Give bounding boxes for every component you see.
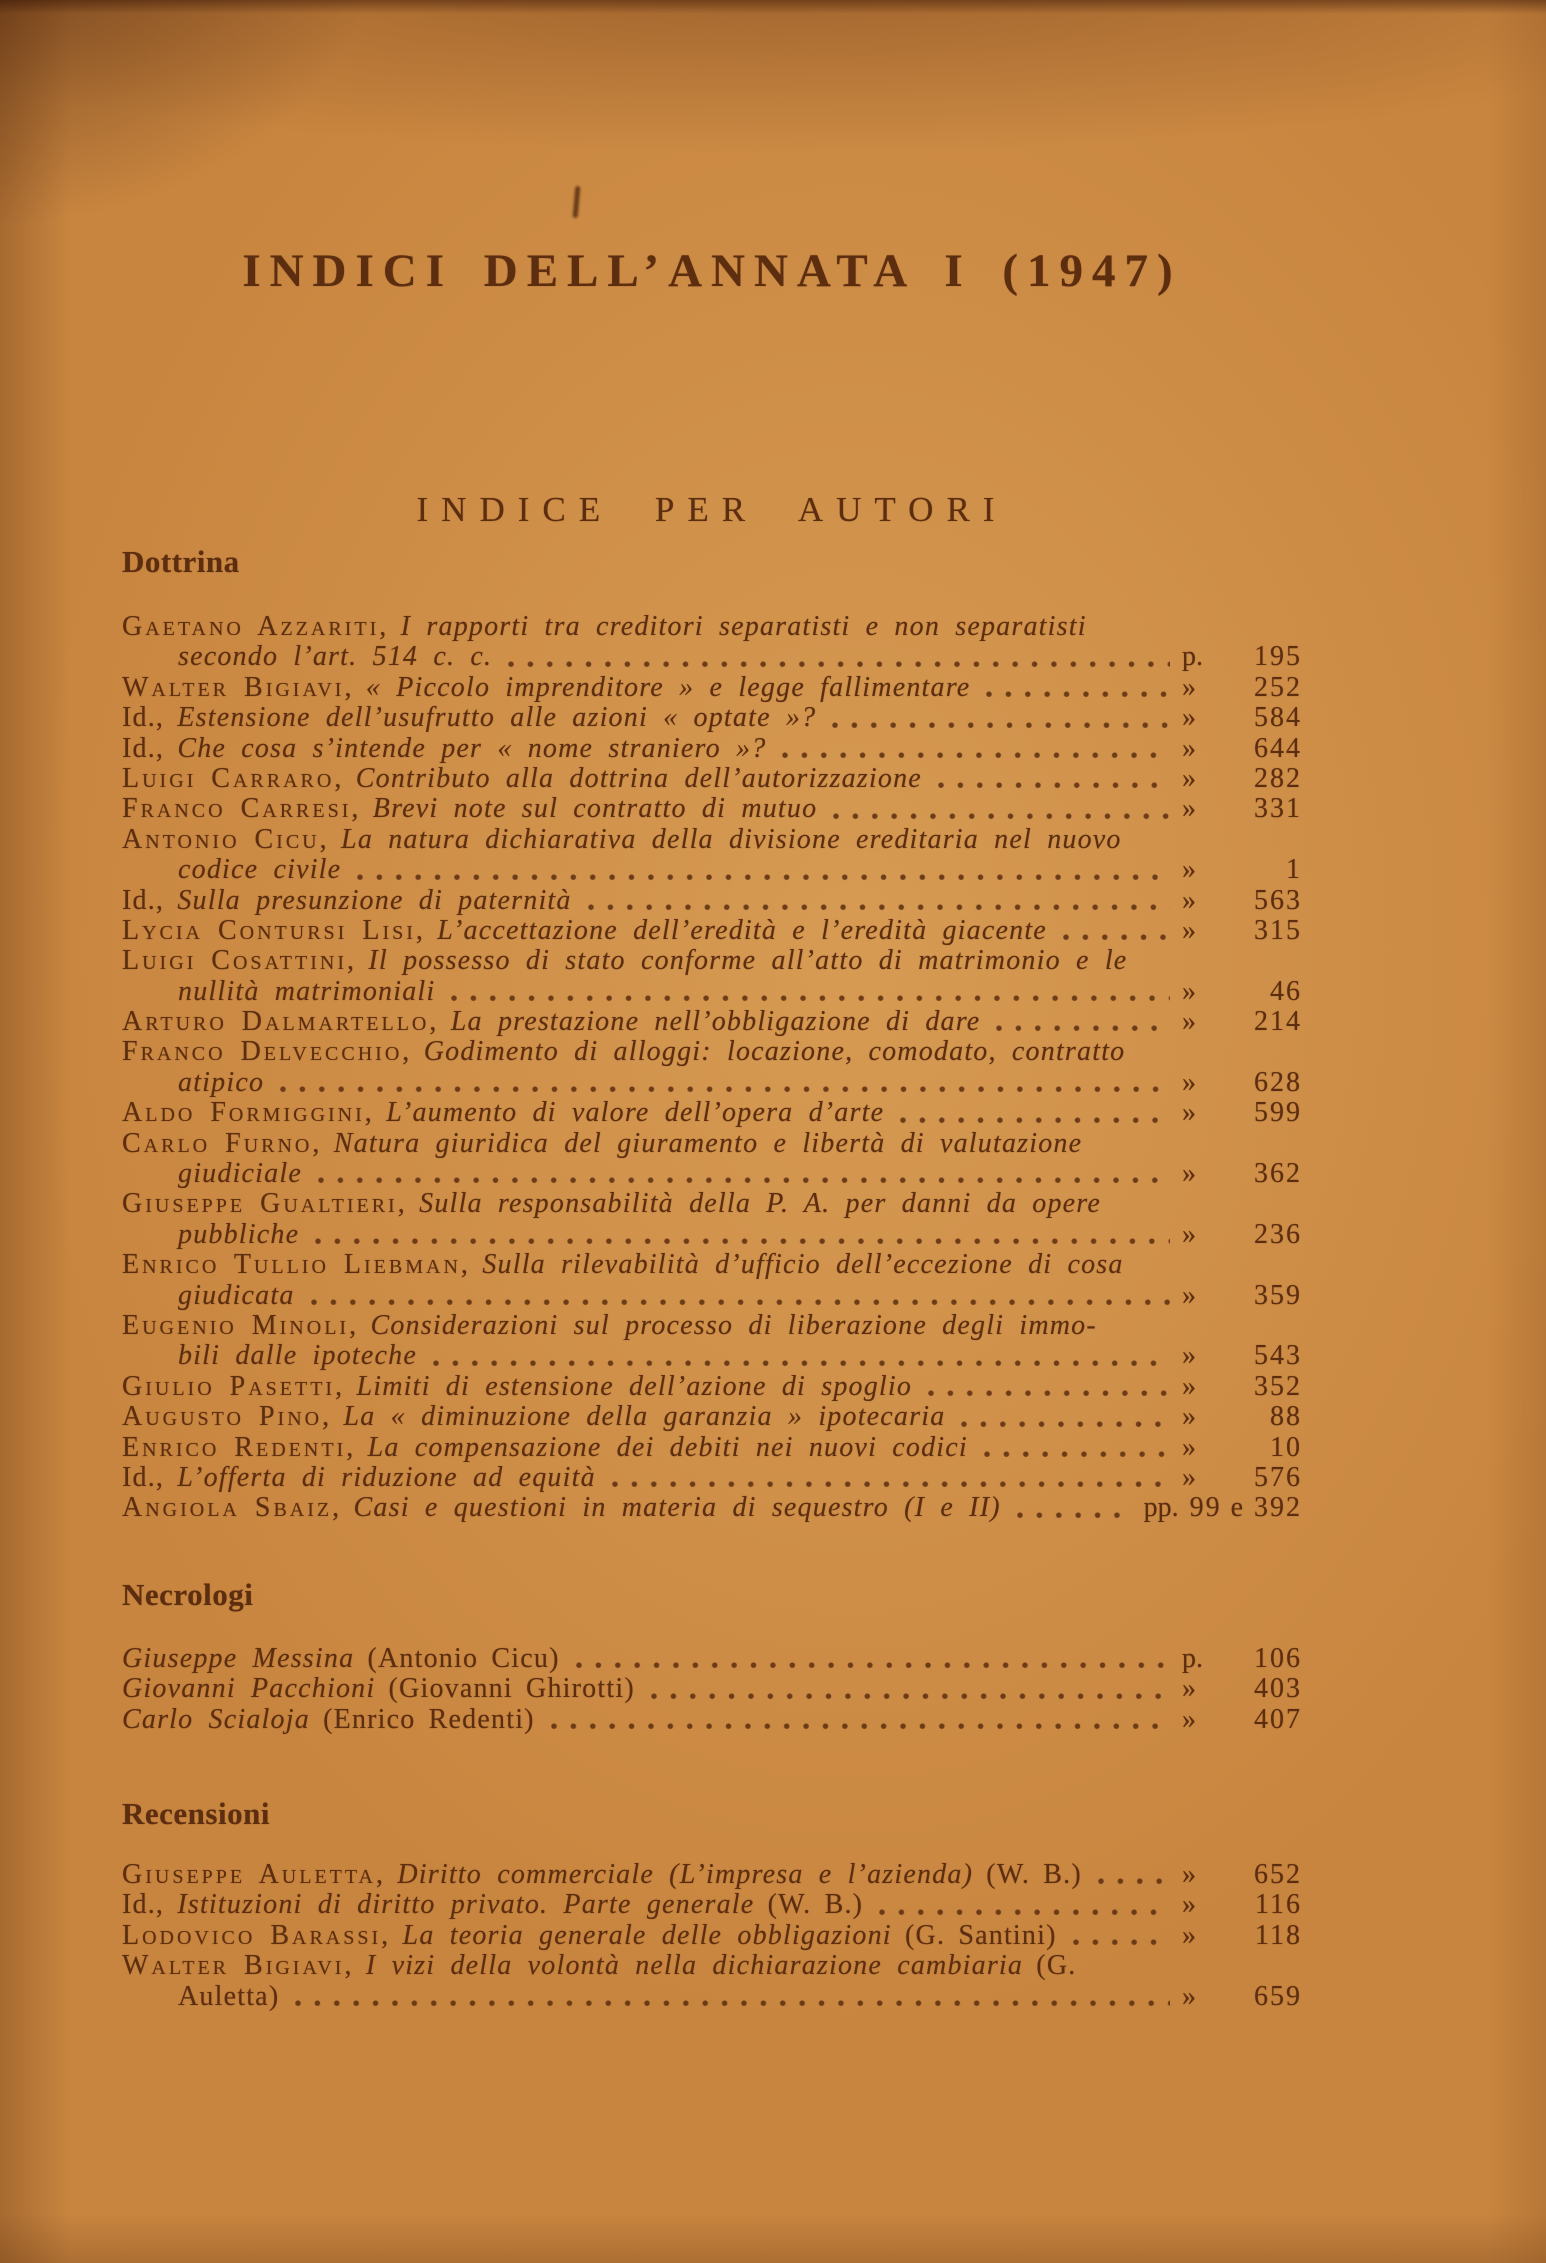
entry-segment-sc: Franco Delvecchio: [122, 1037, 403, 1068]
entry-text: [122, 1372, 912, 1402]
dots-leader: [311, 1281, 1170, 1311]
entry-segment-sc: Carlo Furno: [122, 1128, 313, 1159]
entry-segment-rm: ,: [322, 1402, 344, 1433]
entry-segment-it: Giovanni Pacchioni: [122, 1674, 376, 1705]
page-cell: [1182, 642, 1302, 672]
entry-line: [122, 1921, 1302, 1951]
entry-line: [122, 1098, 1302, 1128]
page-marker: »: [1182, 703, 1196, 734]
entry-segment-it: Diritto commerciale (L’impresa e l’azienda): [397, 1860, 974, 1890]
entry-segment-rm: (Giovanni Ghirotti): [375, 1674, 635, 1705]
page-number: 659: [1254, 1981, 1302, 2012]
entry-text: [122, 1341, 417, 1371]
page-number: 563: [1254, 885, 1302, 916]
entry-text: [122, 1068, 264, 1098]
entry-segment-sc: Enrico Redenti: [122, 1432, 347, 1463]
entry-line: [122, 1644, 1302, 1674]
entry-line: [122, 764, 1302, 794]
page-marker: »: [1182, 1098, 1196, 1129]
entry-line: [122, 1220, 1302, 1250]
page-number: 576: [1254, 1462, 1302, 1493]
section-necrologi: [122, 1577, 1302, 1735]
entry-segment-it: Giuseppe Messina: [122, 1644, 355, 1674]
entry-segment-it: Sulla rilevabilità d’ufficio dell’eccezione di cosa: [482, 1250, 1124, 1281]
page-number: 116: [1255, 1890, 1302, 1921]
dots-leader: [612, 1463, 1170, 1493]
entry-segment-sc: Gaetano Azzariti: [122, 612, 380, 642]
dots-leader: [280, 1068, 1170, 1098]
page-number: 644: [1254, 733, 1302, 764]
dots-leader: [551, 1705, 1170, 1735]
entry-segment-sc: Arturo Dalmartello: [122, 1007, 430, 1038]
entry-line: [122, 1951, 1302, 1981]
entry-segment-it: Che cosa s’intende per « nome straniero »?: [177, 733, 767, 764]
section-entries: [122, 1644, 1302, 1735]
entry-segment-sc: Walter Bigiavi: [122, 672, 345, 703]
entry-segment-rm: (W. B.): [973, 1860, 1082, 1890]
entry-segment-it: L’offerta di riduzione ad equità: [177, 1462, 596, 1493]
entry-line: [122, 916, 1302, 946]
entry-segment-it: secondo l’art. 514 c. c.: [178, 642, 493, 673]
entry-segment-rm: (G.: [1023, 1951, 1077, 1982]
entry-segment-it: Contributo alla dottrina dell’autorizzazione: [355, 763, 922, 794]
entry-segment-sc: Antonio Cicu: [122, 824, 320, 855]
dots-leader: [433, 1341, 1170, 1371]
section-dottrina: [122, 544, 1302, 1524]
entry-line: [122, 1007, 1302, 1037]
entry-text: [122, 1189, 1101, 1219]
dots-leader: [588, 886, 1170, 916]
entry-segment-sc: Lycia Contursi Lisi: [122, 915, 416, 946]
entry-segment-sc: Giulio Pasetti: [122, 1371, 336, 1402]
entry-segment-it: nullità matrimoniali: [178, 976, 436, 1007]
page-marker: »: [1182, 1159, 1196, 1190]
page-number: 403: [1254, 1674, 1302, 1705]
entry-text: [122, 1982, 279, 2012]
entry-segment-rm: ,: [402, 1037, 424, 1068]
entry-text: [122, 946, 1127, 976]
entry-segment-it: I vizi della volontà nella dichiarazione cambiaria: [365, 1951, 1024, 1982]
page-title: INDICI DELL’ANNATA I (1947): [242, 245, 1182, 297]
page-cell: [1182, 886, 1302, 916]
entry-segment-it: I rapporti tra creditori separatisti e non separatisti: [400, 612, 1087, 642]
section-recensioni: [122, 1796, 1302, 2012]
entry-line: [122, 1674, 1302, 1704]
entry-segment-it: Sulla responsabilità della P. A. per danni da opere: [419, 1189, 1101, 1220]
entry-line: [122, 1493, 1302, 1523]
entry-segment-sc: Walter Bigiavi: [122, 1951, 345, 1982]
entry-text: [122, 1644, 560, 1674]
dots-leader: [928, 1372, 1170, 1402]
entry-text: [122, 916, 1047, 946]
entry-segment-it: Godimento di alloggi: locazione, comodato, contratto: [423, 1037, 1126, 1068]
dots-leader: [1098, 1860, 1170, 1890]
page-number: 1: [1286, 855, 1302, 886]
entry-segment-rm: (Enrico Redenti): [309, 1704, 535, 1735]
entry-text: [122, 855, 341, 885]
entry-segment-rm: ,: [379, 612, 401, 642]
page-number: 599: [1254, 1098, 1302, 1129]
entry-segment-rm: ,: [335, 1371, 357, 1402]
entry-line: [122, 1433, 1302, 1463]
entry-segment-it: giudiciale: [178, 1159, 302, 1190]
page-marker: p.: [1182, 1644, 1203, 1674]
entry-text: [122, 977, 435, 1007]
entry-segment-rm: ,: [344, 1951, 366, 1982]
ink-mark-artifact: [573, 186, 581, 218]
entry-segment-rm: (Antonio Cicu): [354, 1644, 560, 1674]
dots-leader: [879, 1890, 1170, 1920]
entry-segment-rm: ,: [415, 915, 438, 946]
entry-text: [122, 673, 970, 703]
entry-segment-rm: ,: [429, 1007, 451, 1038]
entry-text: [122, 612, 1087, 642]
entry-line: [122, 794, 1302, 824]
entry-segment-it: L’accettazione dell’eredità e l’eredità giacente: [437, 915, 1047, 946]
entry-line: [122, 946, 1302, 976]
entry-segment-it: La « diminuzione della garanzia » ipotecaria: [343, 1402, 946, 1433]
page-marker: »: [1182, 1219, 1196, 1250]
entry-segment-sc: Enrico Tullio Liebman: [122, 1250, 461, 1281]
dots-leader: [315, 1220, 1170, 1250]
entry-segment-sc: Luigi Cosattini: [122, 946, 347, 977]
entry-text: [122, 1493, 1001, 1523]
dots-leader: [1073, 1921, 1170, 1951]
entry-line: [122, 1037, 1302, 1067]
entry-line: [122, 1402, 1302, 1432]
dots-leader: [1063, 916, 1170, 946]
dots-leader: [832, 703, 1170, 733]
dots-leader: [900, 1098, 1170, 1128]
page-marker: »: [1182, 1432, 1196, 1463]
page-marker: »: [1182, 1860, 1196, 1890]
entry-segment-rm: ,: [351, 794, 373, 825]
entry-text: [122, 1890, 863, 1920]
entry-line: [122, 1341, 1302, 1371]
page-cell: [1182, 1402, 1302, 1432]
entry-line: [122, 1250, 1302, 1280]
page-number: 652: [1254, 1860, 1302, 1890]
entry-text: [122, 825, 1122, 855]
page-number: 118: [1255, 1920, 1302, 1951]
dots-leader: [986, 673, 1170, 703]
page-marker: »: [1182, 1674, 1196, 1705]
entry-text: [122, 1129, 1082, 1159]
entry-text: [122, 1311, 1097, 1341]
page-number: 252: [1254, 672, 1302, 703]
page-cell: [1182, 794, 1302, 824]
entry-segment-rm: ,: [346, 946, 369, 977]
page-marker: »: [1182, 763, 1196, 794]
page-marker: »: [1182, 1371, 1196, 1402]
entry-segment-rm: ,: [312, 1128, 334, 1159]
entry-segment-rm: Auletta): [178, 1981, 280, 2012]
entry-segment-it: Limiti di estensione dell’azione di spoglio: [356, 1371, 913, 1402]
page-cell: [1182, 1341, 1302, 1371]
entry-segment-sc: Giuseppe Auletta: [122, 1860, 376, 1890]
entry-text: [122, 886, 572, 916]
entry-line: [122, 1159, 1302, 1189]
entry-line: [122, 886, 1302, 916]
entry-segment-rm: ,: [460, 1250, 483, 1281]
page-marker: »: [1182, 1280, 1196, 1311]
dots-leader: [938, 764, 1170, 794]
dots-leader: [984, 1433, 1170, 1463]
page-cell: [1182, 1705, 1302, 1735]
entry-segment-it: Natura giuridica del giuramento e libertà di valutazione: [333, 1128, 1083, 1159]
page-cell: [1182, 673, 1302, 703]
entry-segment-rm: ,: [332, 1493, 354, 1524]
entry-text: [122, 1921, 1057, 1951]
dots-leader: [782, 734, 1170, 764]
entry-text: [122, 1951, 1076, 1981]
page-number: 407: [1254, 1704, 1302, 1735]
entry-segment-rm: ,: [344, 672, 366, 703]
page-cell: [1182, 764, 1302, 794]
entry-segment-it: pubbliche: [178, 1219, 300, 1250]
entry-segment-rm: Id.,: [122, 703, 178, 734]
entry-text: [122, 1463, 596, 1493]
page-number: 236: [1254, 1219, 1302, 1250]
entry-text: [122, 1402, 945, 1432]
page-marker: »: [1182, 976, 1196, 1007]
page-cell: [1182, 1007, 1302, 1037]
entry-segment-it: L’aumento di valore dell’opera d’arte: [386, 1098, 885, 1129]
page-cell: [1182, 1890, 1302, 1920]
entry-segment-it: bili dalle ipoteche: [178, 1341, 417, 1372]
entry-segment-sc: Angiola Sbaiz: [122, 1493, 333, 1524]
entry-segment-rm: Id.,: [122, 1890, 178, 1921]
dots-leader: [1017, 1493, 1132, 1523]
page-number: 543: [1254, 1341, 1302, 1372]
entry-segment-rm: ,: [334, 763, 356, 794]
entry-text: [122, 734, 766, 764]
page-cell: [1182, 1674, 1302, 1704]
entry-segment-sc: Franco Carresi: [122, 794, 352, 825]
entry-text: [122, 1250, 1124, 1280]
entry-segment-it: Sulla presunzione di paternità: [177, 885, 572, 916]
page-cell: [1182, 1644, 1302, 1674]
entry-text: [122, 1220, 299, 1250]
dots-leader: [451, 977, 1170, 1007]
entry-segment-it: Casi e questioni in materia di sequestro (I e II): [353, 1493, 1001, 1524]
page-cell: [1182, 1982, 1302, 2012]
page-number: 195: [1254, 642, 1302, 673]
page-marker: pp.: [1143, 1493, 1179, 1524]
dots-leader: [508, 642, 1170, 672]
entry-text: [122, 1860, 1082, 1890]
entry-segment-it: La compensazione dei debiti nei nuovi codici: [367, 1432, 968, 1463]
section-entries: [122, 612, 1302, 1524]
page-marker: »: [1182, 855, 1196, 886]
page-marker: »: [1182, 672, 1196, 703]
page-marker: »: [1182, 1462, 1196, 1493]
section-label: Dottrina: [122, 544, 240, 579]
entry-segment-it: Il possesso di stato conforme all’atto di matrimonio e le: [368, 946, 1128, 977]
entry-text: [122, 1674, 635, 1704]
page-cell: [1182, 1372, 1302, 1402]
page-marker: »: [1182, 1981, 1196, 2012]
entry-line: [122, 1372, 1302, 1402]
entry-segment-it: « Piccolo imprenditore » e legge fallimentare: [365, 672, 971, 703]
page-marker: »: [1182, 733, 1196, 764]
entry-segment-rm: ,: [319, 824, 342, 855]
entry-line: [122, 977, 1302, 1007]
entry-text: [122, 794, 817, 824]
entry-segment-it: La prestazione nell’obbligazione di dare: [450, 1007, 981, 1038]
entry-text: [122, 1281, 295, 1311]
entry-text: [122, 703, 816, 733]
page-marker: p.: [1182, 642, 1203, 673]
entry-segment-it: Istituzioni di diritto privato. Parte generale: [177, 1890, 755, 1921]
page-cell: [1144, 1493, 1302, 1523]
page-marker: »: [1182, 1920, 1196, 1951]
entry-segment-rm: (G. Santini): [891, 1920, 1057, 1951]
dots-leader: [357, 855, 1170, 885]
page-number: 352: [1254, 1371, 1302, 1402]
page-marker: »: [1182, 915, 1196, 946]
entry-line: [122, 855, 1302, 885]
entry-segment-it: giudicata: [178, 1280, 295, 1311]
page-cell: [1182, 1159, 1302, 1189]
entry-text: [122, 1433, 968, 1463]
entry-line: [122, 1890, 1302, 1920]
dots-leader: [295, 1982, 1170, 2012]
entry-segment-it: Considerazioni sul processo di liberazione degli immo-: [370, 1310, 1097, 1341]
entry-segment-sc: Giuseppe Gualtieri: [122, 1189, 398, 1220]
page-number: 10: [1270, 1432, 1302, 1463]
page-cell: [1182, 1098, 1302, 1128]
entry-line: [122, 1860, 1302, 1890]
dots-leader: [318, 1159, 1170, 1189]
page-number: 315: [1254, 915, 1302, 946]
page-cell: [1182, 1921, 1302, 1951]
page-cell: [1182, 1463, 1302, 1493]
entry-line: [122, 734, 1302, 764]
page-number: 331: [1254, 794, 1302, 825]
entry-segment-sc: Lodovico Barassi: [122, 1920, 382, 1951]
page-marker: »: [1182, 1402, 1196, 1433]
page-cell: [1182, 1281, 1302, 1311]
index-by-authors-heading: INDICE PER AUTORI: [416, 490, 1008, 529]
page-cell: [1182, 1433, 1302, 1463]
page-cell: [1182, 1860, 1302, 1890]
page-marker: »: [1182, 1341, 1196, 1372]
page-number: 214: [1254, 1007, 1302, 1038]
entry-line: [122, 1189, 1302, 1219]
entry-line: [122, 612, 1302, 642]
section-label: Necrologi: [122, 1577, 254, 1612]
entry-segment-sc: Augusto Pino: [122, 1402, 323, 1433]
entry-segment-rm: Id.,: [122, 733, 178, 764]
page-number: 359: [1254, 1280, 1302, 1311]
entry-line: [122, 1068, 1302, 1098]
section-entries: [122, 1860, 1302, 2012]
entry-line: [122, 1281, 1302, 1311]
page-cell: [1182, 703, 1302, 733]
page-cell: [1182, 916, 1302, 946]
entry-segment-rm: ,: [375, 1860, 398, 1890]
entry-segment-rm: ,: [346, 1432, 368, 1463]
page-marker: »: [1182, 794, 1196, 825]
page-number: 88: [1270, 1402, 1302, 1433]
page-number: 282: [1254, 763, 1302, 794]
entry-segment-rm: ,: [381, 1920, 403, 1951]
entry-text: [122, 764, 922, 794]
entry-line: [122, 1705, 1302, 1735]
entry-text: [122, 1159, 302, 1189]
entry-segment-sc: Aldo Formiggini: [122, 1098, 365, 1129]
dots-leader: [651, 1674, 1170, 1704]
entry-segment-it: Estensione dell’usufrutto alle azioni « optate »?: [177, 703, 817, 734]
entry-line: [122, 673, 1302, 703]
page-cell: [1182, 855, 1302, 885]
entry-text: [122, 1705, 535, 1735]
page-number: 99 e 392: [1189, 1493, 1302, 1524]
entry-line: [122, 825, 1302, 855]
dots-leader: [961, 1402, 1170, 1432]
page-marker: »: [1182, 885, 1196, 916]
entry-segment-rm: ,: [364, 1098, 387, 1129]
page-number: 106: [1254, 1644, 1302, 1674]
entry-segment-sc: Eugenio Minoli: [122, 1310, 350, 1341]
entry-segment-sc: Luigi Carraro: [122, 763, 335, 794]
entry-segment-rm: Id.,: [122, 885, 178, 916]
entry-text: [122, 1007, 980, 1037]
entry-text: [122, 1098, 884, 1128]
entry-segment-rm: ,: [349, 1310, 371, 1341]
entry-segment-it: atipico: [178, 1067, 265, 1098]
entry-line: [122, 1311, 1302, 1341]
page-number: 46: [1270, 976, 1302, 1007]
page-number: 584: [1254, 703, 1302, 734]
section-label: Recensioni: [122, 1796, 270, 1831]
entry-segment-rm: ,: [397, 1189, 420, 1220]
page-cell: [1182, 977, 1302, 1007]
dots-leader: [996, 1007, 1170, 1037]
entry-line: [122, 703, 1302, 733]
page-cell: [1182, 1068, 1302, 1098]
page-marker: »: [1182, 1890, 1196, 1921]
entry-segment-it: La natura dichiarativa della divisione ereditaria nel nuovo: [341, 824, 1122, 855]
entry-segment-it: codice civile: [178, 855, 342, 886]
dots-leader: [576, 1644, 1170, 1674]
entry-text: [122, 642, 492, 672]
page-marker: »: [1182, 1007, 1196, 1038]
entry-line: [122, 642, 1302, 672]
page-marker: »: [1182, 1067, 1196, 1098]
entry-text: [122, 1037, 1125, 1067]
page-number: 362: [1254, 1159, 1302, 1190]
entry-segment-it: Carlo Scialoja: [122, 1704, 310, 1735]
entry-segment-it: La teoria generale delle obbligazioni: [402, 1920, 892, 1951]
entry-line: [122, 1463, 1302, 1493]
dots-leader: [833, 794, 1170, 824]
entry-segment-rm: (W. B.): [754, 1890, 864, 1921]
entry-line: [122, 1982, 1302, 2012]
entry-line: [122, 1129, 1302, 1159]
page-cell: [1182, 1220, 1302, 1250]
entry-segment-rm: Id.,: [122, 1462, 178, 1493]
page-marker: »: [1182, 1704, 1196, 1735]
entry-segment-it: Brevi note sul contratto di mutuo: [372, 794, 818, 825]
page-number: 628: [1254, 1067, 1302, 1098]
page-cell: [1182, 734, 1302, 764]
